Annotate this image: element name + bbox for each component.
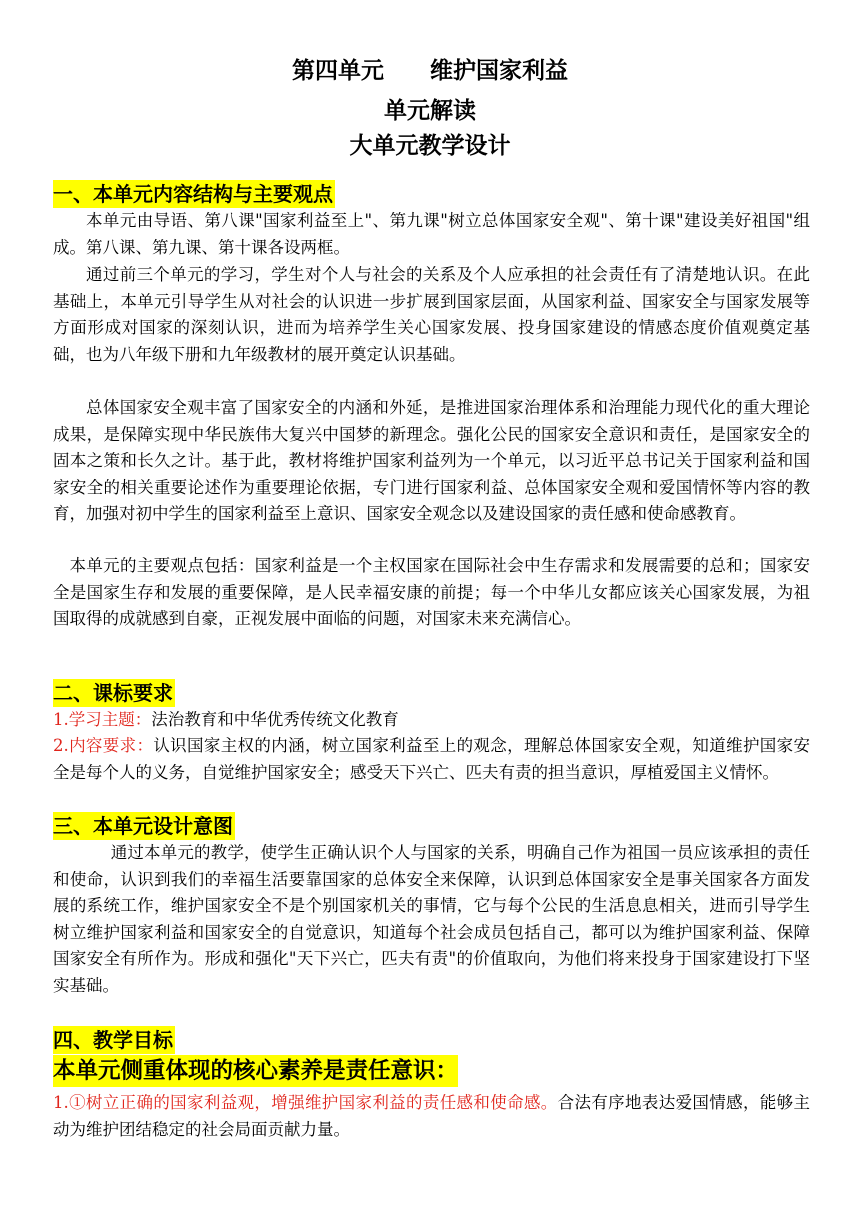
section-heading-2: 二、课标要求 xyxy=(53,681,173,705)
unit-title xyxy=(0,56,860,86)
section1-paragraph-4: 本单元的主要观点包括：国家利益是一个主权国家在国际社会中生存需求和发展需要的总和；国家安全是国家生存和发展的重要保障，是人民幸福安康的前提；每一个中华儿女都应该关心国家发展，为祖国取得的成就感到自豪，正视发展中面临的问题，对国家未来充满信心。 xyxy=(53,556,810,628)
goal1-red-text: 1.①树立正确的国家利益观，增强维护国家利益的责任感和使命感。 xyxy=(53,1093,558,1112)
core-competency: 本单元侧重体现的核心素养是责任意识： xyxy=(53,1055,458,1087)
design-title: 大单元教学设计 xyxy=(349,133,511,159)
section1-paragraph-2: 通过前三个单元的学习，学生对个人与社会的关系及个人应承担的社会责任有了清楚地认识。在此基础上，本单元引导学生从对社会的认识进一步扩展到国家层面，从国家利益、国家安全与国家发展等方面形成对国家的深刻认识，进而为培养学生关心国家发展、投身国家建设的情感态度价值观奠定基础，也为八年级下册和九年级教材的展开奠定认识基础。 xyxy=(53,265,810,364)
unit-number: 第四单元 xyxy=(292,58,384,84)
unit-name: 维护国家利益 xyxy=(430,58,568,84)
section-heading-1: 一、本单元内容结构与主要观点 xyxy=(53,182,333,206)
section1-paragraph-3: 总体国家安全观丰富了国家安全的内涵和外延，是推进国家治理体系和治理能力现代化的重大理论成果，是保障实现中华民族伟大复兴中国梦的新理念。强化公民的国家安全意识和责任，是国家安全的固本之策和长久之计。基于此，教材将维护国家利益列为一个单元，以习近平总书记关于国家利益和国家安全的相关重要论述作为重要理论依据，专门进行国家利益、总体国家安全观和爱国情怀等内容的教育，加强对初中学生的国家利益至上意识、国家安全观念以及建设国家的责任感和使命感教育。 xyxy=(53,398,810,523)
goal1-text: 合法有序地表达爱国情感，能够主动为维护团结稳定的社会局面贡献力量。 xyxy=(53,1093,810,1139)
section-heading-3: 三、本单元设计意图 xyxy=(53,814,233,838)
item1-text: 法治教育和中华优秀传统文化教育 xyxy=(151,710,399,729)
section1-paragraph-1: 本单元由导语、第八课"国家利益至上"、第九课"树立总体国家安全观"、第十课"建设美好祖国"组成。第八课、第九课、第十课各设两框。 xyxy=(53,211,810,257)
item1-label: 1.学习主题： xyxy=(53,710,152,729)
unit-subtitle: 单元解读 xyxy=(384,98,476,124)
item2-text: 认识国家主权的内涵，树立国家利益至上的观念，理解总体国家安全观，知道维护国家安全是每个人的义务，自觉维护国家安全；感受天下兴亡、匹夫有责的担当意识，厚植爱国主义情怀。 xyxy=(53,736,810,782)
item2-label: 2.内容要求： xyxy=(53,736,154,755)
section3-paragraph-1: 通过本单元的教学，使学生正确认识个人与国家的关系，明确自己作为祖国一员应该承担的责任和使命，认识到我们的幸福生活要靠国家的总体安全来保障，认识到总体国家安全是事关国家各方面发展的系统工作，维护国家安全不是个别国家机关的事情，它与每个公民的生活息息相关，进而引导学生树立维护国家利益和国家安全的自觉意识，知道每个社会成员包括自己，都可以为维护国家利益、保障国家安全有所作为。形成和强化"天下兴亡，匹夫有责"的价值取向，为他们将来投身于国家建设打下坚实基础。 xyxy=(53,843,810,995)
curriculum-item-2 xyxy=(53,733,810,786)
teaching-goal-1 xyxy=(53,1090,810,1143)
section-heading-4: 四、教学目标 xyxy=(53,1028,173,1052)
curriculum-item-1 xyxy=(53,707,810,734)
